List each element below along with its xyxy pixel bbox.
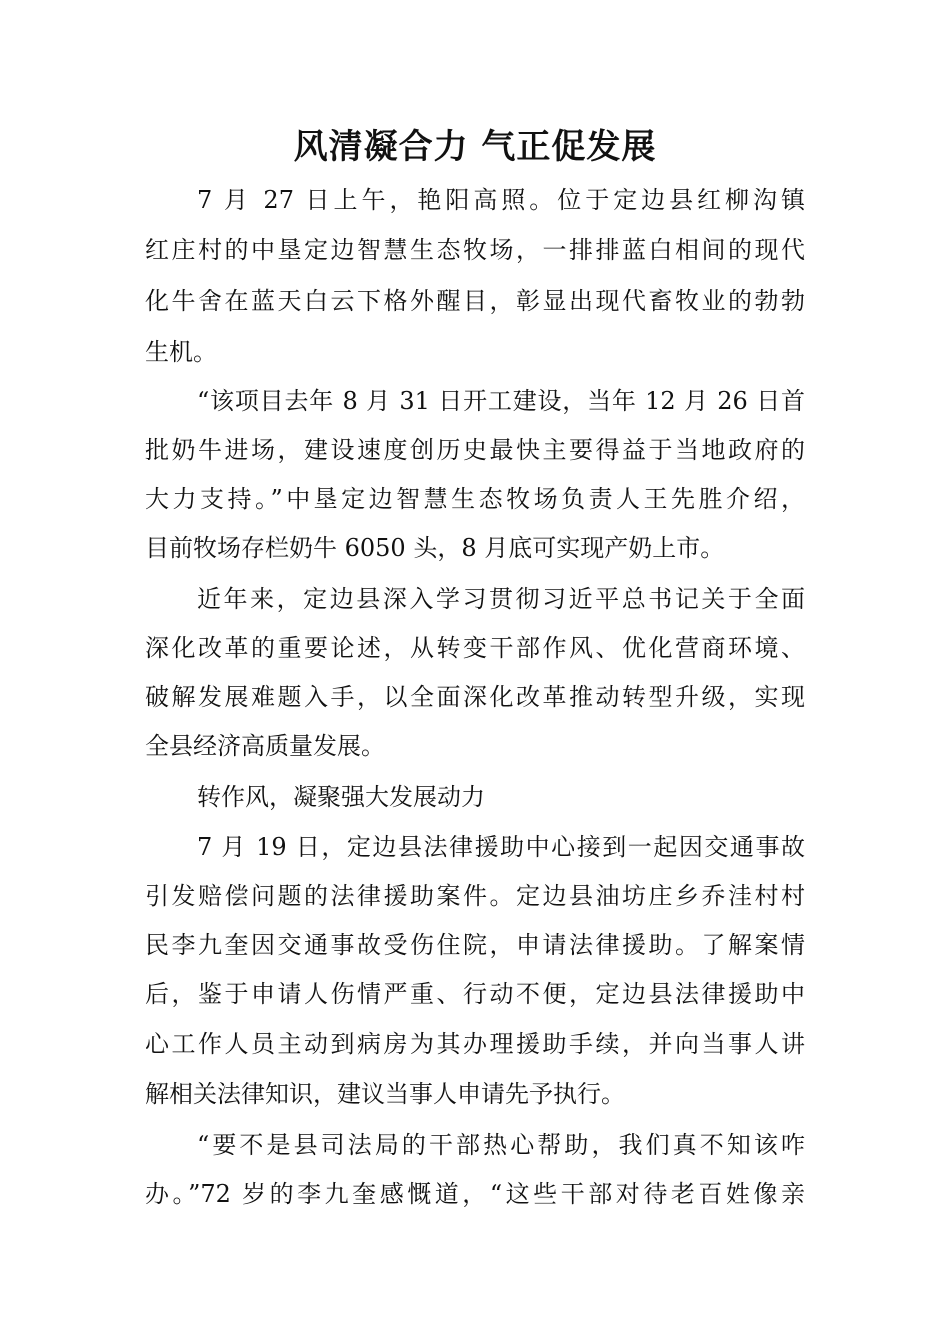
paragraph-line: 红庄村的中垦定边智慧生态牧场，一排排蓝白相间的现代 <box>145 236 805 264</box>
paragraph-line: “该项目去年 8 月 31 日开工建设，当年 12 月 26 日首 <box>197 387 805 415</box>
paragraph-line: 全县经济高质量发展。 <box>145 732 385 760</box>
document-title: 风清凝合力 气正促发展 <box>293 127 657 167</box>
paragraph-line: 化牛舍在蓝天白云下格外醒目，彰显出现代畜牧业的勃勃 <box>145 287 805 315</box>
section-heading: 转作风，凝聚强大发展动力 <box>197 783 485 811</box>
paragraph-line: 目前牧场存栏奶牛 6050 头，8 月底可实现产奶上市。 <box>145 534 725 562</box>
paragraph-line: 批奶牛进场，建设速度创历史最快主要得益于当地政府的 <box>145 436 805 464</box>
paragraph-line: 大力支持。”中垦定边智慧生态牧场负责人王先胜介绍， <box>145 485 805 513</box>
paragraph-line: “要不是县司法局的干部热心帮助，我们真不知该咋 <box>197 1131 805 1159</box>
paragraph-line: 深化改革的重要论述，从转变干部作风、优化营商环境、 <box>145 634 805 662</box>
paragraph-line: 后，鉴于申请人伤情严重、行动不便，定边县法律援助中 <box>145 980 805 1008</box>
paragraph-line: 生机。 <box>145 338 217 366</box>
paragraph-line: 民李九奎因交通事故受伤住院，申请法律援助。了解案情 <box>145 931 805 959</box>
paragraph-line: 近年来，定边县深入学习贯彻习近平总书记关于全面 <box>197 585 805 613</box>
paragraph-line: 心工作人员主动到病房为其办理援助手续，并向当事人讲 <box>145 1030 805 1058</box>
paragraph-line: 破解发展难题入手，以全面深化改革推动转型升级，实现 <box>145 683 805 711</box>
paragraph-line: 7 月 19 日，定边县法律援助中心接到一起因交通事故 <box>197 833 805 861</box>
paragraph-line: 7 月 27 日上午，艳阳高照。位于定边县红柳沟镇 <box>197 186 805 214</box>
paragraph-line: 办。”72 岁的李九奎感慨道，“这些干部对待老百姓像亲 <box>145 1180 805 1208</box>
paragraph-line: 引发赔偿问题的法律援助案件。定边县油坊庄乡乔洼村村 <box>145 882 805 910</box>
paragraph-line: 解相关法律知识，建议当事人申请先予执行。 <box>145 1080 625 1108</box>
